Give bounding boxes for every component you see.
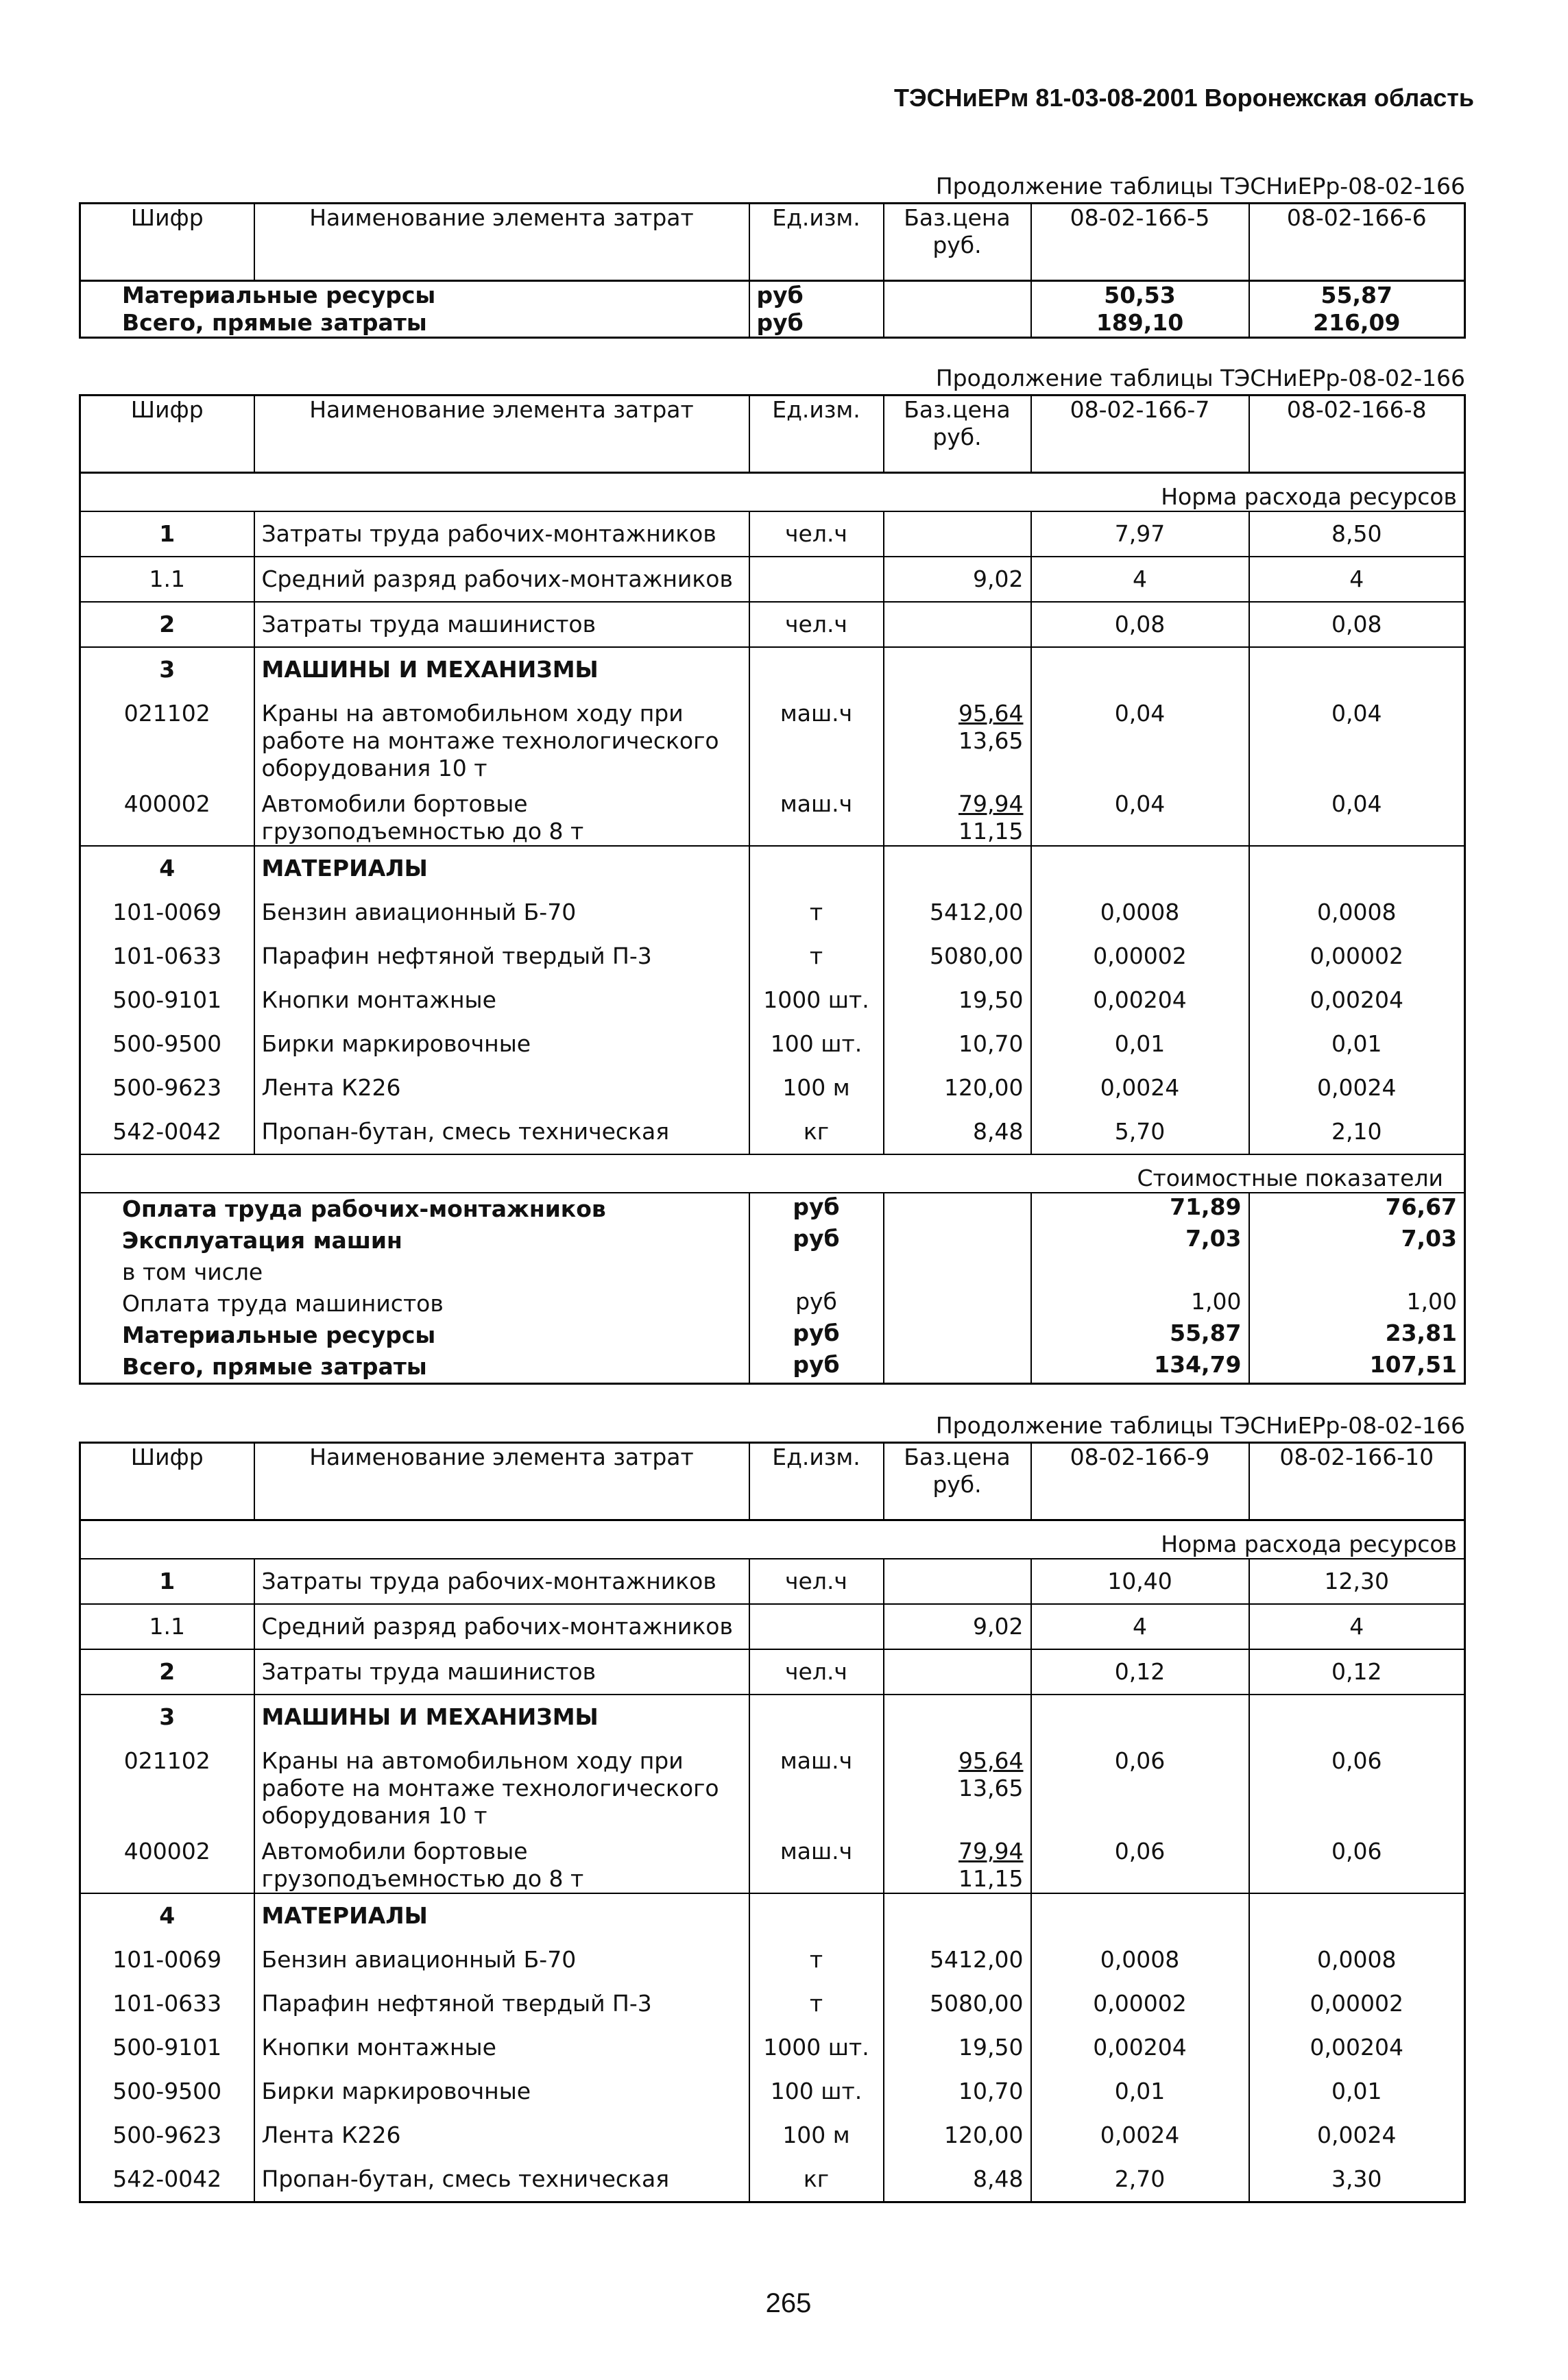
value-b: 76,67 xyxy=(1249,1193,1465,1225)
resource-price xyxy=(884,602,1031,647)
value-a: 5,70 xyxy=(1031,1110,1249,1154)
col-b-header: 08-02-166-6 xyxy=(1249,204,1465,281)
value-b: 0,00002 xyxy=(1249,1982,1465,2026)
col-name-header: Наименование элемента затрат xyxy=(254,204,749,281)
resource-row xyxy=(80,2069,1465,2113)
cost-label-row xyxy=(80,1154,1465,1193)
price-stack xyxy=(958,1747,1023,1802)
value-b: 1,00 xyxy=(1249,1288,1465,1320)
resource-name: Затраты труда машинистов xyxy=(254,602,749,647)
resource-name: Краны на автомобильном ходу при работе на монтаже технологического оборудования 10 т xyxy=(254,692,749,782)
cost-row xyxy=(80,1256,1465,1288)
page-header: ТЭСНиЕРм 81-03-08-2001 Воронежская область xyxy=(894,84,1474,112)
norm-row xyxy=(80,1520,1465,1559)
value-b: 0,12 xyxy=(1249,1649,1465,1695)
resource-name: Кнопки монтажные xyxy=(254,2026,749,2069)
value-a: 0,04 xyxy=(1031,692,1249,782)
resource-code: 400002 xyxy=(80,782,254,846)
value-b: 0,00204 xyxy=(1249,978,1465,1022)
value-b: 0,0008 xyxy=(1249,890,1465,934)
resource-name: Парафин нефтяной твердый П-3 xyxy=(254,1982,749,2026)
resource-row xyxy=(80,692,1465,782)
value-b: 0,08 xyxy=(1249,602,1465,647)
table1-header-row xyxy=(80,204,1465,281)
col-code-header: Шифр xyxy=(80,396,254,473)
resource-code: 500-9623 xyxy=(80,1066,254,1110)
resource-unit: чел.ч xyxy=(749,602,884,647)
resource-unit xyxy=(749,557,884,602)
resource-row xyxy=(80,2157,1465,2202)
value-a: 0,00204 xyxy=(1031,978,1249,1022)
resource-code: 101-0633 xyxy=(80,934,254,978)
value-a xyxy=(1031,1256,1249,1288)
summary-row xyxy=(80,281,1465,310)
resource-code: 101-0069 xyxy=(80,890,254,934)
resource-row xyxy=(80,557,1465,602)
resource-unit: маш.ч xyxy=(749,1739,884,1830)
value-a: 71,89 xyxy=(1031,1193,1249,1225)
resource-unit: 100 шт. xyxy=(749,2069,884,2113)
cost-price xyxy=(884,1256,1031,1288)
resource-price xyxy=(884,647,1031,692)
resource-unit: чел.ч xyxy=(749,511,884,557)
resource-unit: т xyxy=(749,934,884,978)
price-stack xyxy=(958,790,1023,845)
col-unit-header: Ед.изм. xyxy=(749,1443,884,1520)
resource-price: 5412,00 xyxy=(884,890,1031,934)
resource-unit xyxy=(749,1695,884,1739)
resource-price xyxy=(884,692,1031,782)
value-a: 0,00002 xyxy=(1031,1982,1249,2026)
resource-name: Лента К226 xyxy=(254,1066,749,1110)
summary-unit: руб xyxy=(749,281,884,310)
cost-name: Оплата труда рабочих-монтажников xyxy=(80,1193,749,1225)
value-a: 0,12 xyxy=(1031,1649,1249,1695)
resource-unit xyxy=(749,846,884,890)
cost-unit: руб xyxy=(749,1351,884,1384)
table1-caption: Продолжение таблицы ТЭСНиЕРр-08-02-166 xyxy=(935,173,1465,199)
resource-price: 9,02 xyxy=(884,1604,1031,1649)
resource-name: Краны на автомобильном ходу при работе на монтаже технологического оборудования 10 т xyxy=(254,1739,749,1830)
cost-name: Всего, прямые затраты xyxy=(80,1351,749,1384)
value-a: 7,97 xyxy=(1031,511,1249,557)
cost-name: Оплата труда машинистов xyxy=(80,1288,749,1320)
value-a: 0,06 xyxy=(1031,1830,1249,1893)
norm-label: Норма расхода ресурсов xyxy=(80,1520,1465,1559)
value-b: 107,51 xyxy=(1249,1351,1465,1384)
value-b: 0,0024 xyxy=(1249,2113,1465,2157)
value-a: 0,0024 xyxy=(1031,2113,1249,2157)
cost-price xyxy=(884,1288,1031,1320)
resource-unit xyxy=(749,647,884,692)
resource-code: 021102 xyxy=(80,1739,254,1830)
resource-name: Затраты труда машинистов xyxy=(254,1649,749,1695)
resource-price: 5080,00 xyxy=(884,1982,1031,2026)
resource-unit: 100 м xyxy=(749,1066,884,1110)
resource-price: 8,48 xyxy=(884,2157,1031,2202)
cost-unit: руб xyxy=(749,1193,884,1225)
value-a: 10,40 xyxy=(1031,1559,1249,1604)
cost-price xyxy=(884,1320,1031,1351)
value-a: 0,00204 xyxy=(1031,2026,1249,2069)
resource-name: Бензин авиационный Б-70 xyxy=(254,1938,749,1982)
cost-unit: руб xyxy=(749,1225,884,1256)
summary-price xyxy=(884,281,1031,310)
machinist-price: 11,15 xyxy=(958,1865,1024,1892)
value-b xyxy=(1249,846,1465,890)
resource-name: Парафин нефтяной твердый П-3 xyxy=(254,934,749,978)
cost-row xyxy=(80,1320,1465,1351)
norm-row xyxy=(80,473,1465,512)
resource-row xyxy=(80,846,1465,890)
resource-row xyxy=(80,782,1465,846)
value-b: 0,01 xyxy=(1249,1022,1465,1066)
resource-code: 4 xyxy=(80,846,254,890)
resource-price: 10,70 xyxy=(884,1022,1031,1066)
resource-code: 021102 xyxy=(80,692,254,782)
value-a: 50,53 xyxy=(1031,281,1249,310)
resource-price: 5412,00 xyxy=(884,1938,1031,1982)
value-b: 0,04 xyxy=(1249,782,1465,846)
value-a: 0,01 xyxy=(1031,2069,1249,2113)
value-b xyxy=(1249,1695,1465,1739)
resource-row xyxy=(80,1830,1465,1893)
col-a-header: 08-02-166-5 xyxy=(1031,204,1249,281)
resource-code: 500-9101 xyxy=(80,2026,254,2069)
value-b: 0,0008 xyxy=(1249,1938,1465,1982)
resource-code: 101-0069 xyxy=(80,1938,254,1982)
resource-code: 1.1 xyxy=(80,557,254,602)
cost-unit: руб xyxy=(749,1288,884,1320)
value-b: 23,81 xyxy=(1249,1320,1465,1351)
resource-unit: чел.ч xyxy=(749,1649,884,1695)
resource-row xyxy=(80,2113,1465,2157)
resource-price xyxy=(884,782,1031,846)
resource-unit: 100 м xyxy=(749,2113,884,2157)
resource-name: Лента К226 xyxy=(254,2113,749,2157)
resource-price xyxy=(884,1695,1031,1739)
value-b: 0,00204 xyxy=(1249,2026,1465,2069)
value-b: 0,06 xyxy=(1249,1739,1465,1830)
resource-row xyxy=(80,1893,1465,1938)
resource-name: Средний разряд рабочих-монтажников xyxy=(254,1604,749,1649)
resource-price: 10,70 xyxy=(884,2069,1031,2113)
page-number: 265 xyxy=(765,2288,812,2318)
machinist-price: 13,65 xyxy=(958,1775,1024,1801)
resource-unit xyxy=(749,1893,884,1938)
resource-row xyxy=(80,1649,1465,1695)
cost-price xyxy=(884,1351,1031,1384)
resource-row xyxy=(80,890,1465,934)
resource-unit: кг xyxy=(749,2157,884,2202)
resource-unit: 1000 шт. xyxy=(749,2026,884,2069)
resource-unit: маш.ч xyxy=(749,1830,884,1893)
resource-name: Бензин авиационный Б-70 xyxy=(254,890,749,934)
resource-unit: т xyxy=(749,1982,884,2026)
table1-body xyxy=(80,281,1465,338)
resource-unit: кг xyxy=(749,1110,884,1154)
value-a: 4 xyxy=(1031,1604,1249,1649)
value-a: 2,70 xyxy=(1031,2157,1249,2202)
table2-caption: Продолжение таблицы ТЭСНиЕРр-08-02-166 xyxy=(935,365,1465,391)
resource-code: 500-9623 xyxy=(80,2113,254,2157)
value-b: 0,04 xyxy=(1249,692,1465,782)
value-a: 0,06 xyxy=(1031,1739,1249,1830)
resource-row xyxy=(80,1022,1465,1066)
cost-row xyxy=(80,1288,1465,1320)
col-unit-header: Ед.изм. xyxy=(749,204,884,281)
summary-price xyxy=(884,309,1031,338)
value-a: 189,10 xyxy=(1031,309,1249,338)
table3-header-row xyxy=(80,1443,1465,1520)
cost-name: Эксплуатация машин xyxy=(80,1225,749,1256)
col-code-header: Шифр xyxy=(80,1443,254,1520)
resource-name: Автомобили бортовые грузоподъемностью до 8 т xyxy=(254,782,749,846)
resource-code: 1 xyxy=(80,1559,254,1604)
col-unit-header: Ед.изм. xyxy=(749,396,884,473)
resource-code: 2 xyxy=(80,1649,254,1695)
table3 xyxy=(79,1442,1466,2203)
table3-caption: Продолжение таблицы ТЭСНиЕРр-08-02-166 xyxy=(935,1412,1465,1439)
resource-price: 5080,00 xyxy=(884,934,1031,978)
cost-name: Материальные ресурсы xyxy=(80,1320,749,1351)
resource-row xyxy=(80,1604,1465,1649)
cost-name: в том числе xyxy=(80,1256,749,1288)
resource-name: МАШИНЫ И МЕХАНИЗМЫ xyxy=(254,647,749,692)
resource-price xyxy=(884,1830,1031,1893)
base-price: 95,64 xyxy=(958,700,1024,727)
resource-name: МАТЕРИАЛЫ xyxy=(254,846,749,890)
resource-row xyxy=(80,1938,1465,1982)
cost-row xyxy=(80,1225,1465,1256)
resource-code: 3 xyxy=(80,647,254,692)
resource-unit: т xyxy=(749,890,884,934)
resource-unit xyxy=(749,1604,884,1649)
resource-unit: маш.ч xyxy=(749,782,884,846)
value-b: 7,03 xyxy=(1249,1225,1465,1256)
resource-code: 400002 xyxy=(80,1830,254,1893)
resource-name: Кнопки монтажные xyxy=(254,978,749,1022)
resource-row xyxy=(80,2026,1465,2069)
base-price: 79,94 xyxy=(958,1838,1024,1865)
summary-unit: руб xyxy=(749,309,884,338)
value-a: 134,79 xyxy=(1031,1351,1249,1384)
resource-name: Средний разряд рабочих-монтажников xyxy=(254,557,749,602)
resource-price xyxy=(884,1739,1031,1830)
resource-row xyxy=(80,934,1465,978)
value-b: 0,01 xyxy=(1249,2069,1465,2113)
resource-row xyxy=(80,1982,1465,2026)
resource-row xyxy=(80,1739,1465,1830)
base-price: 95,64 xyxy=(958,1747,1024,1774)
value-b: 4 xyxy=(1249,1604,1465,1649)
resource-price: 120,00 xyxy=(884,2113,1031,2157)
cost-row xyxy=(80,1351,1465,1384)
value-b: 12,30 xyxy=(1249,1559,1465,1604)
value-a: 7,03 xyxy=(1031,1225,1249,1256)
resource-row xyxy=(80,602,1465,647)
col-a-header: 08-02-166-9 xyxy=(1031,1443,1249,1520)
value-b: 2,10 xyxy=(1249,1110,1465,1154)
resource-row xyxy=(80,978,1465,1022)
resource-unit: т xyxy=(749,1938,884,1982)
resource-code: 500-9500 xyxy=(80,1022,254,1066)
resource-row xyxy=(80,1559,1465,1604)
col-code-header: Шифр xyxy=(80,204,254,281)
resource-price: 8,48 xyxy=(884,1110,1031,1154)
resource-price xyxy=(884,1893,1031,1938)
resource-code: 2 xyxy=(80,602,254,647)
resource-code: 500-9500 xyxy=(80,2069,254,2113)
cost-unit xyxy=(749,1256,884,1288)
resource-code: 4 xyxy=(80,1893,254,1938)
value-a: 0,00002 xyxy=(1031,934,1249,978)
col-price-header: Баз.цена руб. xyxy=(884,204,1031,281)
col-a-header: 08-02-166-7 xyxy=(1031,396,1249,473)
value-a: 4 xyxy=(1031,557,1249,602)
resource-name: МАШИНЫ И МЕХАНИЗМЫ xyxy=(254,1695,749,1739)
col-name-header: Наименование элемента затрат xyxy=(254,1443,749,1520)
base-price: 79,94 xyxy=(958,790,1024,817)
value-a: 55,87 xyxy=(1031,1320,1249,1351)
value-a: 1,00 xyxy=(1031,1288,1249,1320)
resource-price xyxy=(884,511,1031,557)
machinist-price: 13,65 xyxy=(958,727,1024,754)
cost-unit: руб xyxy=(749,1320,884,1351)
summary-name: Материальные ресурсы xyxy=(80,281,749,310)
cost-price xyxy=(884,1225,1031,1256)
value-a xyxy=(1031,647,1249,692)
resource-price xyxy=(884,1649,1031,1695)
value-b: 216,09 xyxy=(1249,309,1465,338)
resource-row xyxy=(80,1110,1465,1154)
table3-body xyxy=(80,1520,1465,2202)
resource-row xyxy=(80,647,1465,692)
value-b xyxy=(1249,647,1465,692)
resource-name: Затраты труда рабочих-монтажников xyxy=(254,511,749,557)
resource-unit: 100 шт. xyxy=(749,1022,884,1066)
resource-code: 542-0042 xyxy=(80,2157,254,2202)
resource-price: 19,50 xyxy=(884,2026,1031,2069)
col-b-header: 08-02-166-8 xyxy=(1249,396,1465,473)
col-price-header: Баз.цена руб. xyxy=(884,1443,1031,1520)
resource-name: МАТЕРИАЛЫ xyxy=(254,1893,749,1938)
value-b xyxy=(1249,1256,1465,1288)
resource-code: 3 xyxy=(80,1695,254,1739)
value-b: 3,30 xyxy=(1249,2157,1465,2202)
price-stack xyxy=(958,1838,1023,1893)
summary-name: Всего, прямые затраты xyxy=(80,309,749,338)
resource-code: 1.1 xyxy=(80,1604,254,1649)
value-b xyxy=(1249,1893,1465,1938)
value-b: 4 xyxy=(1249,557,1465,602)
resource-name: Пропан-бутан, смесь техническая xyxy=(254,1110,749,1154)
value-b: 55,87 xyxy=(1249,281,1465,310)
machinist-price: 11,15 xyxy=(958,818,1024,845)
resource-code: 1 xyxy=(80,511,254,557)
col-price-header: Баз.цена руб. xyxy=(884,396,1031,473)
resource-code: 542-0042 xyxy=(80,1110,254,1154)
resource-name: Бирки маркировочные xyxy=(254,2069,749,2113)
resource-unit: 1000 шт. xyxy=(749,978,884,1022)
norm-label: Норма расхода ресурсов xyxy=(80,473,1465,512)
value-a: 0,0024 xyxy=(1031,1066,1249,1110)
value-b: 0,06 xyxy=(1249,1830,1465,1893)
resource-price: 19,50 xyxy=(884,978,1031,1022)
table2-header-row xyxy=(80,396,1465,473)
table1 xyxy=(79,202,1466,339)
resource-code: 101-0633 xyxy=(80,1982,254,2026)
value-a: 0,0008 xyxy=(1031,890,1249,934)
value-a: 0,08 xyxy=(1031,602,1249,647)
col-name-header: Наименование элемента затрат xyxy=(254,396,749,473)
table2-body xyxy=(80,473,1465,1384)
resource-unit: маш.ч xyxy=(749,692,884,782)
summary-row xyxy=(80,309,1465,338)
cost-price xyxy=(884,1193,1031,1225)
resource-name: Затраты труда рабочих-монтажников xyxy=(254,1559,749,1604)
resource-row xyxy=(80,1695,1465,1739)
value-b: 8,50 xyxy=(1249,511,1465,557)
table2 xyxy=(79,394,1466,1385)
value-a: 0,01 xyxy=(1031,1022,1249,1066)
value-a: 0,0008 xyxy=(1031,1938,1249,1982)
resource-name: Бирки маркировочные xyxy=(254,1022,749,1066)
cost-label: Стоимостные показатели xyxy=(80,1154,1465,1193)
resource-code: 500-9101 xyxy=(80,978,254,1022)
value-b: 0,00002 xyxy=(1249,934,1465,978)
price-stack xyxy=(958,700,1023,755)
resource-price xyxy=(884,846,1031,890)
col-b-header: 08-02-166-10 xyxy=(1249,1443,1465,1520)
resource-name: Пропан-бутан, смесь техническая xyxy=(254,2157,749,2202)
resource-price: 120,00 xyxy=(884,1066,1031,1110)
value-a: 0,04 xyxy=(1031,782,1249,846)
value-a xyxy=(1031,1893,1249,1938)
resource-price: 9,02 xyxy=(884,557,1031,602)
value-b: 0,0024 xyxy=(1249,1066,1465,1110)
resource-unit: чел.ч xyxy=(749,1559,884,1604)
cost-row xyxy=(80,1193,1465,1225)
value-a xyxy=(1031,846,1249,890)
resource-name: Автомобили бортовые грузоподъемностью до 8 т xyxy=(254,1830,749,1893)
resource-row xyxy=(80,1066,1465,1110)
resource-price xyxy=(884,1559,1031,1604)
resource-row xyxy=(80,511,1465,557)
value-a xyxy=(1031,1695,1249,1739)
